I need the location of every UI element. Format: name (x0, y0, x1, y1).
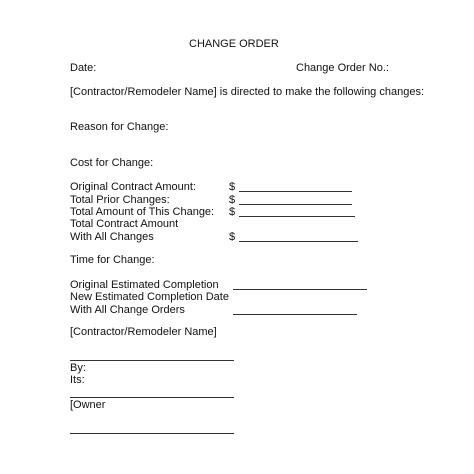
total-prior-changes-blank-line (239, 204, 352, 205)
by-label: By: (70, 362, 86, 374)
cost-for-change-label: Cost for Change: (70, 157, 154, 169)
total-contract-amount-currency: $ (229, 231, 236, 243)
original-contract-amount-currency: $ (229, 181, 236, 193)
directive-text: [Contractor/Remodeler Name] is directed to make the following changes: (70, 86, 425, 98)
reason-for-change-label: Reason for Change: (70, 121, 169, 133)
original-contract-amount-label: Original Contract Amount: (70, 181, 196, 193)
time-for-change-label: Time for Change: (70, 254, 155, 266)
owner-signature-line (70, 433, 234, 434)
its-signature-line (70, 397, 234, 398)
change-order-number-label: Change Order No.: (296, 62, 389, 74)
total-amount-this-change-blank-line (239, 216, 355, 217)
with-all-changes-label: With All Changes (70, 231, 154, 243)
original-contract-amount-blank-line (239, 191, 352, 192)
total-amount-this-change-currency: $ (229, 206, 236, 218)
new-estimated-completion-blank-line (233, 314, 357, 315)
contractor-signature-name-label: [Contractor/Remodeler Name] (70, 326, 217, 338)
original-estimated-completion-blank-line (233, 289, 367, 290)
document-title: CHANGE ORDER (189, 38, 279, 50)
its-label: Its: (70, 374, 85, 386)
contractor-signature-line (70, 360, 234, 361)
with-all-change-orders-label: With All Change Orders (70, 304, 185, 316)
total-contract-amount-blank-line (239, 241, 358, 242)
total-contract-amount-label: Total Contract Amount (70, 218, 179, 230)
owner-label: [Owner (70, 399, 106, 411)
date-label: Date: (70, 62, 97, 74)
total-prior-changes-currency: $ (229, 194, 236, 206)
new-estimated-completion-label: New Estimated Completion Date (70, 291, 229, 303)
total-prior-changes-label: Total Prior Changes: (70, 194, 170, 206)
total-amount-this-change-label: Total Amount of This Change: (70, 206, 215, 218)
original-estimated-completion-label: Original Estimated Completion (70, 279, 219, 291)
